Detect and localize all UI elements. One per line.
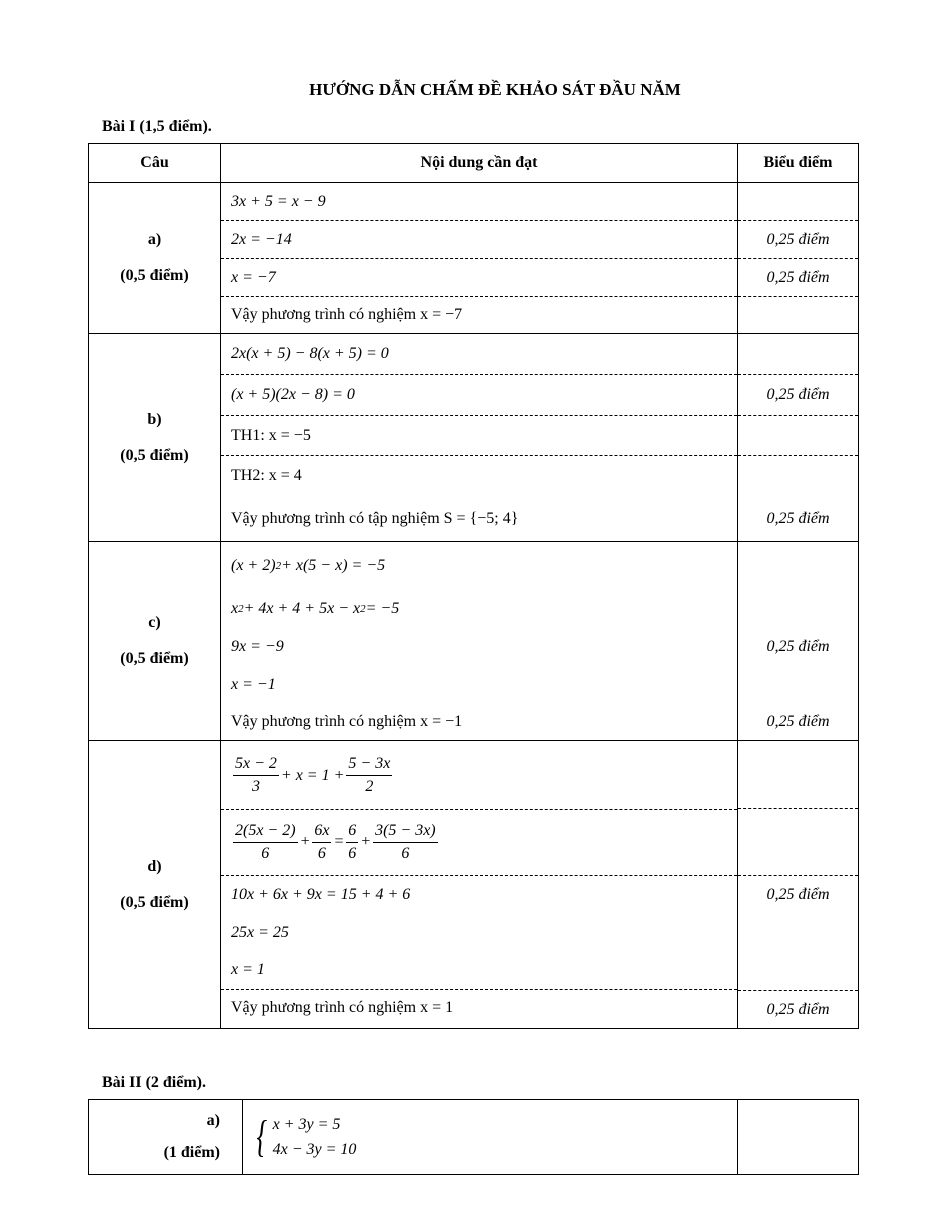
row-part-c [89,542,859,741]
section-title-bai-2: Bài II (2 điểm). [102,1074,206,1091]
question-a [89,183,221,334]
fraction: $\frac{5x - 2}{3}$ [235,755,277,795]
solution-line: x = −1 [231,676,276,693]
score-cell: 0,25 điểm [766,1000,830,1018]
solution-line: (x + 2) 2 + x(5 − x) = −5 [231,557,386,574]
solution-line: 2x = −14 [221,221,737,259]
score-cell: 0,25 điểm [766,713,830,730]
score-cell: 0,25 điểm [738,221,858,259]
question-label: c) [148,614,161,631]
content-d [221,741,738,1029]
score-cell: 0,25 điểm [738,259,858,297]
row-part-a [89,1100,859,1175]
row-part-b [89,334,859,542]
solution-line: 10x + 6x + 9x = 15 + 4 + 6 [231,885,411,903]
question-points: (1 điểm) [163,1144,220,1161]
solution-conclusion: Vậy phương trình có tập nghiệm S = {−5; 4} [231,509,519,527]
solution-line: $\frac{5x - 2}{3}$ + x = 1 + $\frac{5 - 3x}{2}$ [221,743,737,810]
table-header-row [89,144,859,183]
question-a [89,1100,243,1175]
question-b [89,334,221,542]
score-d [738,741,859,1029]
fraction: $\frac{3(5 - 3x)}{6}$ [375,821,436,862]
section-title-bai-1: Bài I (1,5 điểm). [102,118,212,135]
solution-conclusion: Vậy phương trình có nghiệm x = −1 [231,713,463,730]
brace-symbol: { [256,1112,268,1161]
score-cell: 0,25 điểm [766,886,830,903]
score-cell: 0,25 điểm [766,638,830,655]
score-cell [738,334,858,375]
score-cell: 0,25 điểm [738,375,858,416]
solution-line: x = 1 [221,952,737,990]
content-a [221,183,738,334]
score-cell [738,297,858,333]
fraction: $\frac{2(5x - 2)}{6}$ [235,821,296,862]
question-points: (0,5 điểm) [120,446,189,464]
equation-1: x + 3y = 5 [272,1116,341,1133]
score-cell [738,183,858,221]
content-c [221,542,738,741]
question-label: a) [206,1112,220,1129]
solution-line: x = −7 [221,259,737,297]
question-points: (0,5 điểm) [120,267,189,284]
equation-2: 4x − 3y = 10 [272,1141,357,1158]
equation-system [243,1100,737,1174]
question-label: d) [147,857,162,875]
solution-line: 3x + 5 = x − 9 [221,183,737,221]
header-bieu-diem: Biểu điểm [738,144,859,183]
fraction: $\frac{6}{6}$ [348,821,357,862]
question-d [89,741,221,1029]
solution-line: 9x = −9 [231,638,284,655]
row-part-d [89,741,859,1029]
row-part-a [89,183,859,334]
question-points: (0,5 điểm) [120,893,189,911]
question-points: (0,5 điểm) [120,650,189,667]
question-label: a) [147,231,162,248]
score-cell [738,456,858,496]
question-c [89,542,221,741]
header-noi-dung: Nội dung cần đạt [221,144,738,183]
solution-conclusion: Vậy phương trình có nghiệm x = 1 [231,999,454,1016]
grading-table-bai-2 [88,1099,859,1175]
grading-table-bai-1 [88,143,859,1029]
header-cau: Câu [89,144,221,183]
solution-line: $\frac{2(5x - 2)}{6}$ + $\frac{6x}{6}$ = $\frac{6}{6}$ + $\frac{3(5 - 3x)}{6}$ [221,810,737,876]
question-label: b) [147,410,162,428]
fraction: $\frac{6x}{6}$ [314,821,330,862]
score-cell [738,416,858,456]
score-a [738,183,859,334]
page-title: HƯỚNG DẪN CHẤM ĐỀ KHẢO SÁT ĐẦU NĂM [309,80,681,99]
content-a [243,1100,738,1175]
content-b [221,334,738,542]
solution-line: 25x = 25 [231,923,289,941]
solution-line: TH2: x = 4 [231,467,302,484]
score-b [738,334,859,542]
solution-conclusion: Vậy phương trình có nghiệm x = −7 [231,306,463,323]
solution-line: 2x(x + 5) − 8(x + 5) = 0 [221,334,737,375]
score-cell: 0,25 điểm [766,509,830,527]
solution-line: x 2 + 4x + 4 + 5x − x 2 = −5 [231,600,400,617]
solution-line: (x + 5)(2x − 8) = 0 [221,375,737,416]
fraction: $\frac{5 - 3x}{2}$ [348,755,391,795]
solution-line: TH1: x = −5 [221,416,737,456]
score-c [738,542,859,741]
score-a [738,1100,859,1175]
